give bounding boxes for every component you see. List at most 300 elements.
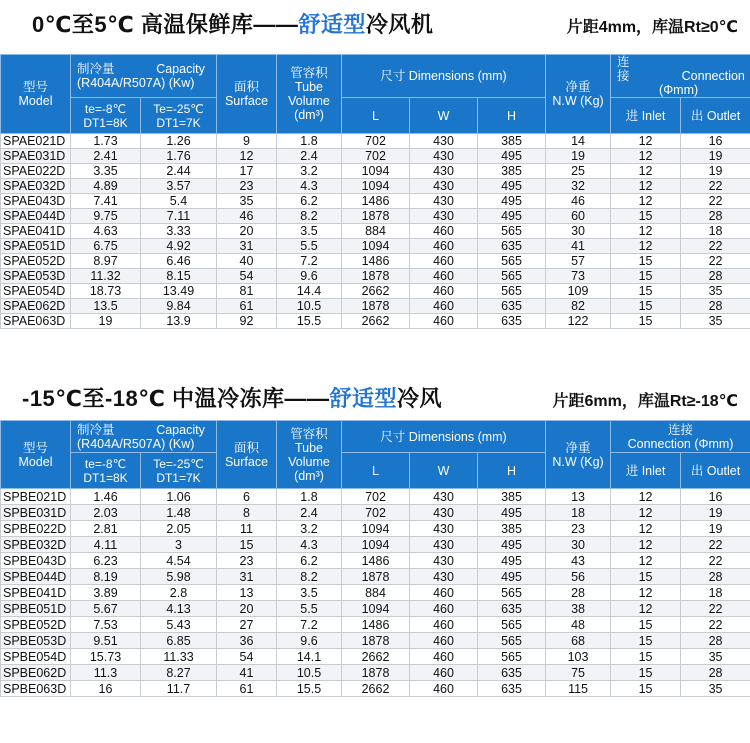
capacity-te-25-cell: 1.48	[141, 505, 217, 521]
outlet-cell: 18	[681, 585, 750, 601]
inlet-cell: 15	[611, 617, 681, 633]
table-row	[1, 489, 750, 505]
capacity-te-25-cell: 5.43	[141, 617, 217, 633]
table-row	[1, 681, 750, 697]
width-cell: 460	[410, 665, 478, 681]
surface-cell: 31	[217, 569, 277, 585]
table1-body	[1, 134, 750, 329]
height-cell: 565	[478, 585, 546, 601]
table-row	[1, 284, 750, 299]
model-cell: SPAE032D	[1, 179, 71, 194]
net-weight-cell: 23	[546, 521, 611, 537]
capacity-te-8-cell: 2.41	[71, 149, 141, 164]
capacity-te-25-cell: 2.44	[141, 164, 217, 179]
table-row	[1, 149, 750, 164]
inlet-cell: 12	[611, 553, 681, 569]
table-row	[1, 209, 750, 224]
capacity-te-25-cell: 8.15	[141, 269, 217, 284]
length-header: L	[342, 453, 410, 489]
height-cell: 385	[478, 489, 546, 505]
height-cell: 565	[478, 617, 546, 633]
length-cell: 1486	[342, 254, 410, 269]
height-cell: 495	[478, 569, 546, 585]
width-cell: 460	[410, 269, 478, 284]
spec-table-medium-temp	[0, 420, 750, 697]
capacity-te-25-cell: 2.8	[141, 585, 217, 601]
capacity-te-8-cell: 4.11	[71, 537, 141, 553]
model-cell: SPBE022D	[1, 521, 71, 537]
inlet-cell: 15	[611, 665, 681, 681]
outlet-cell: 35	[681, 284, 750, 299]
outlet-cell: 19	[681, 164, 750, 179]
surface-cell: 6	[217, 489, 277, 505]
width-cell: 430	[410, 134, 478, 149]
height-cell: 635	[478, 601, 546, 617]
net-weight-cell: 41	[546, 239, 611, 254]
tube-volume-cell: 10.5	[277, 299, 342, 314]
height-cell: 495	[478, 209, 546, 224]
height-cell: 565	[478, 633, 546, 649]
length-cell: 702	[342, 505, 410, 521]
tube-volume-cell: 3.5	[277, 224, 342, 239]
model-cell: SPAE021D	[1, 134, 71, 149]
capacity-te-8-cell: 8.19	[71, 569, 141, 585]
inlet-header: 进 Inlet	[611, 453, 681, 489]
table-row	[1, 521, 750, 537]
surface-cell: 35	[217, 194, 277, 209]
width-cell: 430	[410, 194, 478, 209]
outlet-cell: 19	[681, 505, 750, 521]
model-cell: SPBE063D	[1, 681, 71, 697]
table-row	[1, 179, 750, 194]
model-cell: SPAE043D	[1, 194, 71, 209]
length-cell: 2662	[342, 649, 410, 665]
tube-volume-cell: 3.2	[277, 164, 342, 179]
surface-cell: 40	[217, 254, 277, 269]
width-cell: 430	[410, 553, 478, 569]
surface-cell: 20	[217, 601, 277, 617]
section2-header	[0, 376, 750, 420]
length-cell: 884	[342, 224, 410, 239]
capacity-te-25-cell: 3.57	[141, 179, 217, 194]
length-cell: 1094	[342, 601, 410, 617]
capacity-te-8-cell: 6.23	[71, 553, 141, 569]
capacity-te-25-cell: 13.9	[141, 314, 217, 329]
outlet-header: 出 Outlet	[681, 98, 750, 134]
height-header: H	[478, 453, 546, 489]
capacity-te-25-cell: 4.54	[141, 553, 217, 569]
capacity-te-8-cell: 3.89	[71, 585, 141, 601]
width-cell: 460	[410, 681, 478, 697]
length-cell: 1094	[342, 537, 410, 553]
capacity-te-8-cell: 2.03	[71, 505, 141, 521]
inlet-cell: 12	[611, 489, 681, 505]
width-header: W	[410, 453, 478, 489]
table-row	[1, 665, 750, 681]
capacity-col-2-header: Te=-25℃ DT1=7K	[141, 98, 217, 134]
model-cell: SPBE053D	[1, 633, 71, 649]
width-cell: 460	[410, 284, 478, 299]
table-row	[1, 585, 750, 601]
table-row	[1, 194, 750, 209]
table-row	[1, 164, 750, 179]
section1-header	[0, 2, 750, 46]
capacity-te-8-cell: 19	[71, 314, 141, 329]
height-cell: 495	[478, 553, 546, 569]
width-cell: 430	[410, 569, 478, 585]
section1-title-suffix: 冷风机	[365, 12, 434, 37]
length-cell: 1878	[342, 569, 410, 585]
tube-volume-cell: 9.6	[277, 633, 342, 649]
length-cell: 2662	[342, 681, 410, 697]
outlet-cell: 22	[681, 239, 750, 254]
net-weight-cell: 13	[546, 489, 611, 505]
width-cell: 460	[410, 254, 478, 269]
section2-title	[22, 382, 442, 413]
length-cell: 1486	[342, 194, 410, 209]
height-cell: 385	[478, 134, 546, 149]
width-cell: 460	[410, 585, 478, 601]
capacity-te-25-cell: 5.98	[141, 569, 217, 585]
capacity-te-25-cell: 4.92	[141, 239, 217, 254]
model-cell: SPBE043D	[1, 553, 71, 569]
surface-cell: 23	[217, 553, 277, 569]
outlet-cell: 22	[681, 179, 750, 194]
height-cell: 565	[478, 254, 546, 269]
outlet-cell: 35	[681, 681, 750, 697]
width-cell: 460	[410, 299, 478, 314]
net-weight-cell: 73	[546, 269, 611, 284]
surface-cell: 54	[217, 649, 277, 665]
inlet-cell: 12	[611, 134, 681, 149]
capacity-te-8-cell: 9.51	[71, 633, 141, 649]
model-cell: SPAE063D	[1, 314, 71, 329]
table-row	[1, 617, 750, 633]
tube-volume-cell: 10.5	[277, 665, 342, 681]
capacity-te-25-cell: 5.4	[141, 194, 217, 209]
capacity-te-8-cell: 4.63	[71, 224, 141, 239]
capacity-col-1-header: te=-8℃ DT1=8K	[71, 98, 141, 134]
length-cell: 1094	[342, 164, 410, 179]
net-weight-cell: 25	[546, 164, 611, 179]
capacity-te-25-cell: 6.46	[141, 254, 217, 269]
model-cell: SPAE062D	[1, 299, 71, 314]
tube-volume-cell: 7.2	[277, 617, 342, 633]
outlet-cell: 22	[681, 194, 750, 209]
tube-volume-cell: 2.4	[277, 505, 342, 521]
width-cell: 430	[410, 489, 478, 505]
inlet-cell: 15	[611, 254, 681, 269]
net-weight-cell: 109	[546, 284, 611, 299]
capacity-te-8-cell: 11.3	[71, 665, 141, 681]
table-row	[1, 224, 750, 239]
surface-cell: 81	[217, 284, 277, 299]
capacity-te-8-cell: 2.81	[71, 521, 141, 537]
model-cell: SPAE051D	[1, 239, 71, 254]
inlet-cell: 12	[611, 505, 681, 521]
length-cell: 1878	[342, 299, 410, 314]
surface-cell: 15	[217, 537, 277, 553]
capacity-te-8-cell: 11.32	[71, 269, 141, 284]
height-cell: 565	[478, 224, 546, 239]
tube-volume-cell: 1.8	[277, 134, 342, 149]
height-cell: 635	[478, 314, 546, 329]
capacity-te-8-cell: 8.97	[71, 254, 141, 269]
net-weight-cell: 28	[546, 585, 611, 601]
inlet-cell: 12	[611, 194, 681, 209]
net-weight-cell: 57	[546, 254, 611, 269]
inlet-cell: 15	[611, 284, 681, 299]
height-cell: 565	[478, 649, 546, 665]
length-cell: 2662	[342, 314, 410, 329]
capacity-te-8-cell: 18.73	[71, 284, 141, 299]
surface-cell: 92	[217, 314, 277, 329]
table-row	[1, 239, 750, 254]
capacity-te-8-cell: 1.73	[71, 134, 141, 149]
height-cell: 565	[478, 284, 546, 299]
tube-volume-cell: 5.5	[277, 239, 342, 254]
length-cell: 1094	[342, 239, 410, 254]
capacity-header: 制冷量 Capacity (R404A/R507A) (Kw)	[71, 421, 217, 453]
model-cell: SPBE041D	[1, 585, 71, 601]
width-cell: 460	[410, 314, 478, 329]
width-cell: 460	[410, 239, 478, 254]
model-cell: SPAE053D	[1, 269, 71, 284]
surface-cell: 23	[217, 179, 277, 194]
table-row	[1, 505, 750, 521]
net-weight-cell: 30	[546, 537, 611, 553]
capacity-te-8-cell: 9.75	[71, 209, 141, 224]
section2-spec-note: 片距6mm，库温Rt≥-18℃	[552, 393, 738, 410]
inlet-cell: 12	[611, 601, 681, 617]
connection-header: 连接 Connection (Φmm)	[611, 55, 750, 98]
length-cell: 1878	[342, 665, 410, 681]
surface-cell: 61	[217, 681, 277, 697]
outlet-cell: 19	[681, 149, 750, 164]
net-weight-cell: 68	[546, 633, 611, 649]
table-row	[1, 299, 750, 314]
capacity-te-25-cell: 3.33	[141, 224, 217, 239]
net-weight-cell: 103	[546, 649, 611, 665]
outlet-cell: 28	[681, 209, 750, 224]
capacity-header: 制冷量 Capacity (R404A/R507A) (Kw)	[71, 55, 217, 98]
table-row	[1, 633, 750, 649]
inlet-cell: 15	[611, 314, 681, 329]
section2-title-text: -15℃至-18℃ 中温冷冻库——	[22, 386, 330, 411]
surface-cell: 31	[217, 239, 277, 254]
capacity-te-8-cell: 3.35	[71, 164, 141, 179]
capacity-te-25-cell: 7.11	[141, 209, 217, 224]
capacity-te-25-cell: 2.05	[141, 521, 217, 537]
width-cell: 460	[410, 649, 478, 665]
inlet-cell: 12	[611, 179, 681, 194]
tube-volume-cell: 15.5	[277, 314, 342, 329]
inlet-header: 进 Inlet	[611, 98, 681, 134]
dimensions-header: 尺寸 Dimensions (mm)	[342, 55, 546, 98]
surface-cell: 54	[217, 269, 277, 284]
table-row	[1, 537, 750, 553]
model-cell: SPBE021D	[1, 489, 71, 505]
table-row	[1, 553, 750, 569]
table-row	[1, 254, 750, 269]
height-cell: 635	[478, 239, 546, 254]
model-header: 型号 Model	[1, 55, 71, 134]
surface-cell: 36	[217, 633, 277, 649]
surface-cell: 17	[217, 164, 277, 179]
height-cell: 495	[478, 537, 546, 553]
length-header: L	[342, 98, 410, 134]
height-cell: 635	[478, 681, 546, 697]
surface-cell: 13	[217, 585, 277, 601]
tube-volume-cell: 14.1	[277, 649, 342, 665]
width-cell: 430	[410, 209, 478, 224]
capacity-te-25-cell: 1.26	[141, 134, 217, 149]
capacity-te-8-cell: 5.67	[71, 601, 141, 617]
model-cell: SPAE031D	[1, 149, 71, 164]
net-weight-header: 净重 N.W (Kg)	[546, 421, 611, 489]
height-cell: 385	[478, 521, 546, 537]
surface-cell: 12	[217, 149, 277, 164]
outlet-cell: 35	[681, 649, 750, 665]
height-cell: 495	[478, 194, 546, 209]
section1-title	[32, 8, 433, 39]
dimensions-header: 尺寸 Dimensions (mm)	[342, 421, 546, 453]
capacity-te-8-cell: 7.41	[71, 194, 141, 209]
length-cell: 1486	[342, 617, 410, 633]
length-cell: 884	[342, 585, 410, 601]
capacity-te-8-cell: 7.53	[71, 617, 141, 633]
length-cell: 702	[342, 149, 410, 164]
section2-title-highlight: 舒适型	[329, 386, 398, 411]
model-cell: SPBE032D	[1, 537, 71, 553]
tube-volume-cell: 9.6	[277, 269, 342, 284]
height-cell: 635	[478, 299, 546, 314]
capacity-col-2-header: Te=-25℃ DT1=7K	[141, 453, 217, 489]
table-row	[1, 269, 750, 284]
net-weight-cell: 82	[546, 299, 611, 314]
surface-cell: 20	[217, 224, 277, 239]
surface-cell: 8	[217, 505, 277, 521]
net-weight-cell: 30	[546, 224, 611, 239]
outlet-cell: 28	[681, 633, 750, 649]
surface-cell: 41	[217, 665, 277, 681]
outlet-cell: 28	[681, 269, 750, 284]
capacity-te-25-cell: 4.13	[141, 601, 217, 617]
capacity-te-8-cell: 16	[71, 681, 141, 697]
width-cell: 430	[410, 149, 478, 164]
model-header: 型号 Model	[1, 421, 71, 489]
table2-body	[1, 489, 750, 697]
width-header: W	[410, 98, 478, 134]
model-cell: SPAE054D	[1, 284, 71, 299]
inlet-cell: 15	[611, 209, 681, 224]
width-cell: 460	[410, 224, 478, 239]
width-cell: 430	[410, 164, 478, 179]
connection-header: 连接 Connection (Φmm)	[611, 421, 750, 453]
capacity-te-8-cell: 6.75	[71, 239, 141, 254]
net-weight-cell: 18	[546, 505, 611, 521]
model-cell: SPBE054D	[1, 649, 71, 665]
width-cell: 430	[410, 179, 478, 194]
inlet-cell: 15	[611, 681, 681, 697]
outlet-cell: 28	[681, 299, 750, 314]
capacity-te-25-cell: 13.49	[141, 284, 217, 299]
net-weight-cell: 43	[546, 553, 611, 569]
inlet-cell: 12	[611, 239, 681, 254]
tube-volume-cell: 1.8	[277, 489, 342, 505]
height-cell: 635	[478, 665, 546, 681]
length-cell: 702	[342, 489, 410, 505]
length-cell: 2662	[342, 284, 410, 299]
capacity-te-25-cell: 11.33	[141, 649, 217, 665]
length-cell: 1094	[342, 179, 410, 194]
capacity-te-25-cell: 8.27	[141, 665, 217, 681]
outlet-cell: 16	[681, 134, 750, 149]
tube-volume-cell: 5.5	[277, 601, 342, 617]
height-cell: 495	[478, 505, 546, 521]
capacity-te-25-cell: 1.06	[141, 489, 217, 505]
capacity-te-8-cell: 13.5	[71, 299, 141, 314]
net-weight-header: 净重 N.W (Kg)	[546, 55, 611, 134]
capacity-te-8-cell: 15.73	[71, 649, 141, 665]
model-cell: SPBE052D	[1, 617, 71, 633]
model-cell: SPBE051D	[1, 601, 71, 617]
net-weight-cell: 122	[546, 314, 611, 329]
length-cell: 1486	[342, 553, 410, 569]
inlet-cell: 15	[611, 299, 681, 314]
tube-volume-cell: 3.2	[277, 521, 342, 537]
surface-cell: 9	[217, 134, 277, 149]
outlet-header: 出 Outlet	[681, 453, 750, 489]
net-weight-cell: 14	[546, 134, 611, 149]
net-weight-cell: 46	[546, 194, 611, 209]
tube-volume-cell: 4.3	[277, 537, 342, 553]
tube-volume-cell: 14.4	[277, 284, 342, 299]
tube-volume-header: 管容积 Tube Volume (dm³)	[277, 55, 342, 134]
inlet-cell: 12	[611, 164, 681, 179]
height-header: H	[478, 98, 546, 134]
tube-volume-cell: 7.2	[277, 254, 342, 269]
section1-title-text: 0℃至5℃ 高温保鲜库——	[32, 12, 299, 37]
net-weight-cell: 115	[546, 681, 611, 697]
tube-volume-cell: 8.2	[277, 569, 342, 585]
outlet-cell: 35	[681, 314, 750, 329]
capacity-te-25-cell: 11.7	[141, 681, 217, 697]
inlet-cell: 15	[611, 269, 681, 284]
width-cell: 460	[410, 633, 478, 649]
inlet-cell: 12	[611, 537, 681, 553]
height-cell: 385	[478, 164, 546, 179]
surface-cell: 11	[217, 521, 277, 537]
section1-spec-note: 片距4mm，库温Rt≥0℃	[566, 19, 738, 36]
outlet-cell: 22	[681, 553, 750, 569]
tube-volume-cell: 6.2	[277, 553, 342, 569]
height-cell: 495	[478, 149, 546, 164]
section2-title-suffix: 冷风	[397, 386, 443, 411]
length-cell: 702	[342, 134, 410, 149]
surface-cell: 27	[217, 617, 277, 633]
outlet-cell: 18	[681, 224, 750, 239]
length-cell: 1878	[342, 269, 410, 284]
outlet-cell: 28	[681, 569, 750, 585]
tube-volume-cell: 3.5	[277, 585, 342, 601]
capacity-te-25-cell: 1.76	[141, 149, 217, 164]
inlet-cell: 12	[611, 585, 681, 601]
surface-cell: 61	[217, 299, 277, 314]
outlet-cell: 28	[681, 665, 750, 681]
inlet-cell: 15	[611, 649, 681, 665]
inlet-cell: 12	[611, 149, 681, 164]
